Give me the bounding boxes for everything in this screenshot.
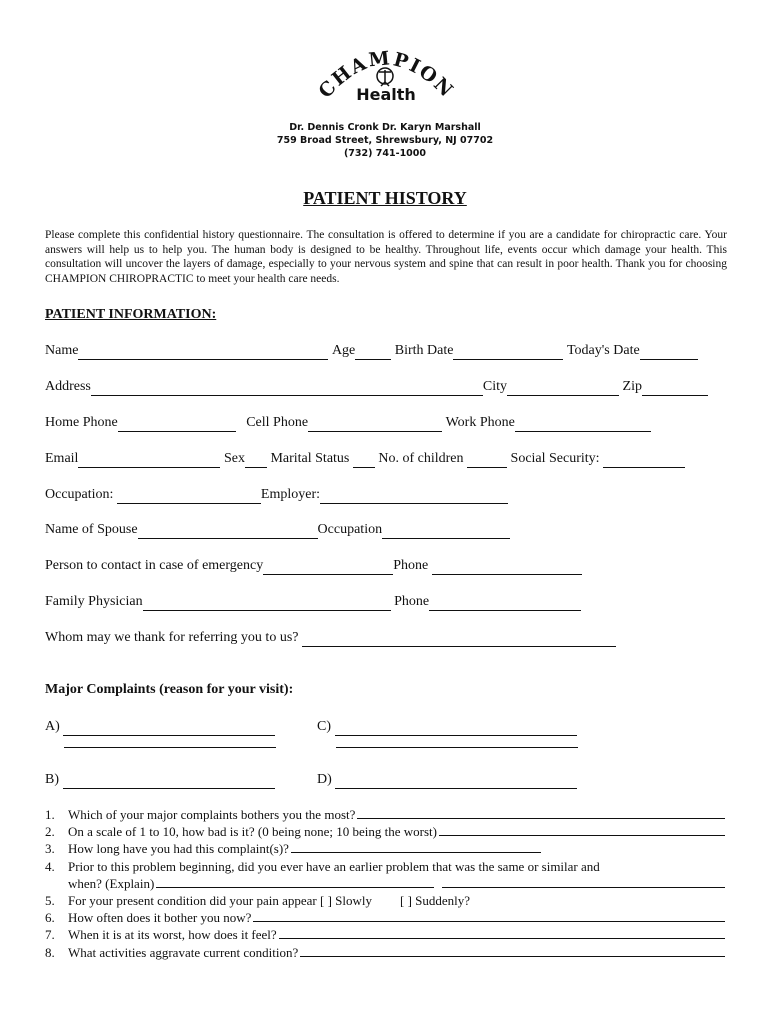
- social-security-label: Social Security:: [510, 451, 600, 466]
- physician-phone-field[interactable]: [429, 597, 581, 611]
- row-occupation: [45, 486, 508, 504]
- spouse-occupation-label: Occupation: [317, 522, 383, 537]
- row-spouse: [45, 521, 510, 539]
- employer-label: Employer:: [260, 487, 321, 502]
- email-label: Email: [45, 451, 79, 466]
- complaint-c-field-2[interactable]: [336, 734, 578, 748]
- physician-label: Family Physician: [45, 594, 143, 609]
- complaint-c-label: C): [317, 719, 331, 734]
- complaints-heading: Major Complaints (reason for your visit):: [45, 682, 294, 697]
- spouse-field[interactable]: [138, 525, 318, 539]
- row-address: [45, 378, 708, 396]
- birth-date-label: Birth Date: [394, 343, 454, 358]
- doctors: Dr. Dennis Cronk Dr. Karyn Marshall: [289, 122, 481, 133]
- question-3-field[interactable]: [291, 840, 541, 853]
- complaint-a-field-2[interactable]: [64, 734, 276, 748]
- intro-paragraph: Please complete this confidential history questionnaire. The consultation is offered to determine if you are a candidate for chiropractic care. Your answers will help us to help you. The human body is designed to be healthy. Throughout life, events occur which damage your health. This consultation will uncover the layers of damage, especially to your nervous system and spine that can result in poor health. Thank you for choosing CHAMPION CHIROPRACTIC to meet your health care needs.: [45, 229, 727, 285]
- question-7: 7. When it is at its worst, how does it feel?: [45, 926, 725, 943]
- page-title: PATIENT HISTORY: [303, 188, 467, 208]
- age-field[interactable]: [355, 346, 391, 360]
- question-8: 8. What activities aggravate current condition?: [45, 944, 725, 961]
- question-8-field[interactable]: [300, 944, 725, 957]
- question-3: 3. How long have you had this complaint(s)?: [45, 840, 725, 857]
- occupation-label: Occupation:: [45, 487, 114, 502]
- question-6-field[interactable]: [253, 909, 725, 922]
- address-label: Address: [45, 379, 91, 394]
- age-label: Age: [331, 343, 356, 358]
- emergency-field[interactable]: [263, 561, 393, 575]
- name-field[interactable]: [78, 346, 328, 360]
- patient-info-heading: PATIENT INFORMATION:: [45, 307, 217, 322]
- question-1-field[interactable]: [357, 806, 725, 819]
- city-field[interactable]: [507, 382, 619, 396]
- cell-phone-label: Cell Phone: [246, 415, 309, 430]
- sex-label: Sex: [223, 451, 245, 466]
- question-4-field[interactable]: [156, 875, 434, 888]
- zip-label: Zip: [622, 379, 642, 394]
- marital-status-field[interactable]: [353, 454, 375, 468]
- physician-phone-label: Phone: [394, 594, 430, 609]
- employer-field[interactable]: [320, 490, 508, 504]
- work-phone-field[interactable]: [515, 418, 651, 432]
- complaint-a-label: A): [45, 719, 60, 734]
- cell-phone-field[interactable]: [308, 418, 442, 432]
- champion-health-logo: [310, 40, 460, 110]
- name-label: Name: [45, 343, 79, 358]
- question-1: 1. Which of your major complaints bothers you the most?: [45, 806, 725, 823]
- complaint-d-label: D): [317, 772, 332, 787]
- row-referral: [45, 629, 616, 647]
- spouse-label: Name of Spouse: [45, 522, 138, 537]
- spouse-occupation-field[interactable]: [382, 525, 510, 539]
- row-name: [45, 342, 698, 360]
- complaint-b: [45, 771, 275, 789]
- question-4: 4. Prior to this problem beginning, did you ever have an earlier problem that was the same or similar and: [45, 858, 600, 874]
- complaint-b-field[interactable]: [63, 775, 275, 789]
- referral-label: Whom may we thank for referring you to us?: [45, 630, 299, 645]
- question-4-field-2[interactable]: [442, 875, 725, 888]
- home-phone-label: Home Phone: [45, 415, 118, 430]
- logo-arc-text: CHAMPION: [314, 47, 459, 103]
- home-phone-field[interactable]: [118, 418, 236, 432]
- logo: [310, 40, 460, 110]
- physician-field[interactable]: [143, 597, 391, 611]
- question-2: 2. On a scale of 1 to 10, how bad is it? (0 being none; 10 being the worst): [45, 823, 725, 840]
- logo-health-text: Health: [356, 85, 416, 104]
- birth-date-field[interactable]: [453, 346, 563, 360]
- questions-list: [45, 806, 725, 961]
- email-field[interactable]: [78, 454, 220, 468]
- complaint-d: [317, 771, 577, 789]
- emergency-phone-label: Phone: [393, 558, 429, 573]
- question-6: 6. How often does it bother you now?: [45, 909, 725, 926]
- complaint-d-field[interactable]: [335, 775, 577, 789]
- social-security-field[interactable]: [603, 454, 685, 468]
- todays-date-field[interactable]: [640, 346, 698, 360]
- row-email: [45, 450, 685, 468]
- row-emergency: [45, 557, 582, 575]
- complaint-b-label: B): [45, 772, 59, 787]
- children-field[interactable]: [467, 454, 507, 468]
- city-label: City: [482, 379, 508, 394]
- question-2-field[interactable]: [439, 823, 725, 836]
- question-4-cont: when? (Explain): [45, 875, 725, 892]
- phone: (732) 741-1000: [343, 148, 427, 159]
- question-7-field[interactable]: [279, 926, 725, 939]
- sex-field[interactable]: [245, 454, 267, 468]
- question-5-slowly[interactable]: For your present condition did your pain appear [ ] Slowly: [68, 893, 372, 909]
- zip-field[interactable]: [642, 382, 708, 396]
- row-phones: [45, 414, 651, 432]
- address-field[interactable]: [91, 382, 483, 396]
- row-physician: [45, 593, 581, 611]
- children-label: No. of children: [378, 451, 464, 466]
- address: 759 Broad Street, Shrewsbury, NJ 07702: [276, 135, 494, 146]
- question-5: 5. For your present condition did your pain appear [ ] Slowly [ ] Suddenly?: [45, 893, 471, 909]
- emergency-phone-field[interactable]: [432, 561, 582, 575]
- emergency-label: Person to contact in case of emergency: [45, 558, 264, 573]
- work-phone-label: Work Phone: [445, 415, 515, 430]
- todays-date-label: Today's Date: [566, 343, 640, 358]
- question-5-suddenly[interactable]: [ ] Suddenly?: [400, 893, 471, 909]
- marital-status-label: Marital Status: [270, 451, 350, 466]
- occupation-field[interactable]: [117, 490, 261, 504]
- referral-field[interactable]: [302, 633, 616, 647]
